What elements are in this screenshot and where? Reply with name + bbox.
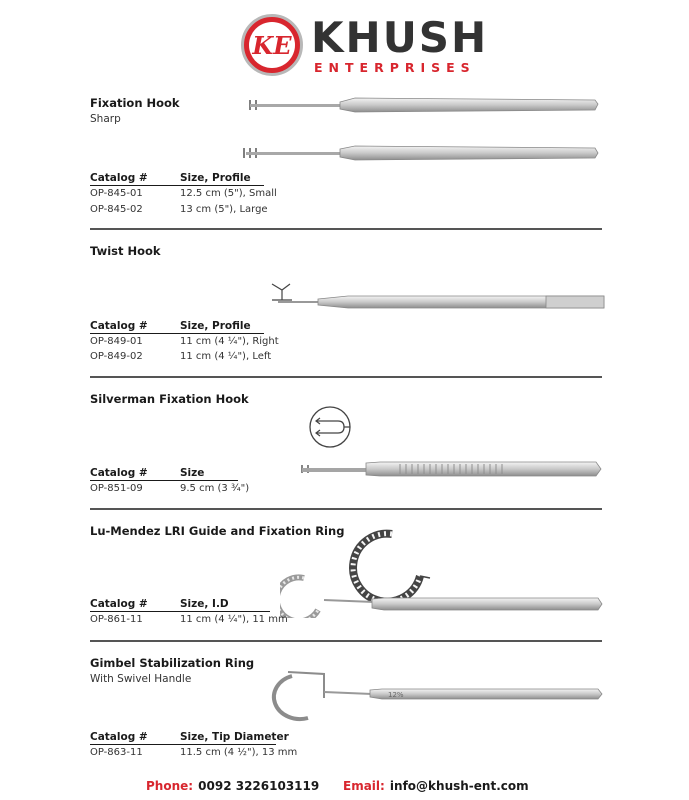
catalog-number: OP-849-01: [90, 336, 143, 347]
section-title: Twist Hook: [90, 244, 161, 258]
size-value: 9.5 cm (3 ¾"): [180, 483, 250, 494]
section-divider: [90, 228, 602, 230]
logo-emblem: [241, 14, 303, 76]
table-header-rule: [90, 185, 264, 186]
silverman-hook-illustration: [300, 405, 606, 485]
catalog-number: OP-845-02: [90, 204, 143, 215]
email-contact: [343, 775, 529, 794]
gimbel-ring-illustration: [268, 664, 606, 724]
email-label: Email:: [343, 779, 385, 793]
catalog-number: OP-851-09: [90, 483, 143, 494]
size-header: Size, Profile: [180, 172, 251, 184]
size-value: 13 cm (5"), Large: [180, 204, 268, 215]
phone-number: 0092 3226103119: [198, 779, 320, 793]
catalog-header: Catalog #: [90, 320, 148, 332]
size-value: 11 cm (4 ¼"), Left: [180, 351, 272, 362]
section-subtitle: With Swivel Handle: [90, 673, 192, 685]
section-divider: [90, 508, 602, 510]
table-header-rule: [90, 480, 238, 481]
company-name: KHUSH: [311, 13, 489, 62]
fixation-hook-small-image: [250, 98, 598, 112]
section-divider: [90, 640, 602, 642]
fixation-hook-large-image: [244, 146, 598, 160]
section-subtitle: Sharp: [90, 113, 121, 125]
size-header: Size, I.D: [180, 598, 229, 610]
table-header-rule: [90, 611, 270, 612]
silverman-hook-image: [302, 462, 601, 476]
section-title: Silverman Fixation Hook: [90, 392, 249, 406]
logo-monogram: KE: [249, 22, 295, 68]
catalog-header: Catalog #: [90, 172, 148, 184]
catalog-number: OP-863-11: [90, 747, 143, 758]
silverman-hook-detail-image: [310, 407, 350, 447]
section-title: Lu-Mendez LRI Guide and Fixation Ring: [90, 524, 345, 538]
size-header: Size, Tip Diameter: [180, 731, 289, 743]
catalog-header: Catalog #: [90, 598, 148, 610]
gimbel-ring-image: [274, 672, 602, 719]
lu-mendez-ring-detail-image: [353, 534, 430, 602]
twist-hook-illustration: [268, 278, 608, 314]
twist-hook-image: [272, 284, 604, 308]
company-subtitle: ENTERPRISES: [314, 60, 476, 75]
size-value: 12.5 cm (5"), Small: [180, 188, 277, 199]
section-title: Fixation Hook: [90, 96, 180, 110]
catalog-number: OP-861-11: [90, 614, 143, 625]
email-address[interactable]: info@khush-ent.com: [389, 779, 529, 793]
size-header: Size: [180, 467, 205, 479]
phone-label: Phone:: [146, 779, 194, 793]
size-value: 11 cm (4 ¼"), 11 mm: [180, 614, 288, 625]
lu-mendez-illustration: [280, 518, 606, 618]
table-header-rule: [90, 333, 264, 334]
instrument-marking: 12%: [388, 691, 404, 699]
lu-mendez-ring-image: [280, 577, 602, 618]
phone-contact: [146, 775, 319, 794]
table-header-rule: [90, 744, 276, 745]
catalog-header: Catalog #: [90, 467, 148, 479]
section-title: Gimbel Stabilization Ring: [90, 656, 255, 670]
fixation-hook-illustration: [240, 92, 605, 172]
section-divider: [90, 376, 602, 378]
catalog-number: OP-849-02: [90, 351, 143, 362]
catalog-header: Catalog #: [90, 731, 148, 743]
size-value: 11 cm (4 ¼"), Right: [180, 336, 279, 347]
size-value: 11.5 cm (4 ½"), 13 mm: [180, 747, 298, 758]
catalog-number: OP-845-01: [90, 188, 143, 199]
size-header: Size, Profile: [180, 320, 251, 332]
